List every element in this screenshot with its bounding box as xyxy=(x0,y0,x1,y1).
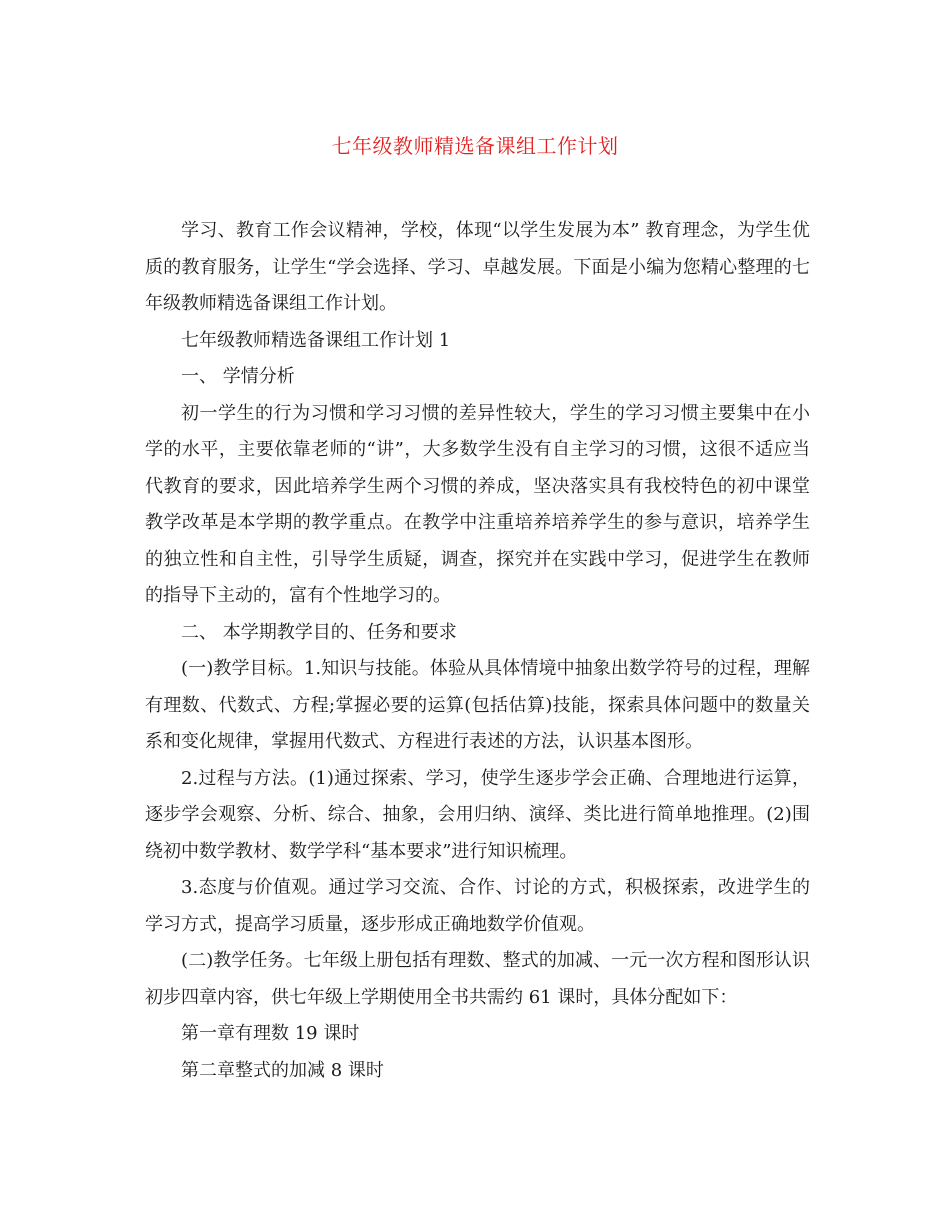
chapter-2-line: 第二章整式的加减 8 课时 xyxy=(181,1059,384,1081)
document-title: 七年级教师精选备课组工作计划 xyxy=(331,134,619,158)
plan-heading: 七年级教师精选备课组工作计划 1 xyxy=(181,329,451,351)
attitude-values-paragraph: 3.态度与价值观。通过学习交流、合作、讨论的方式，积极探索，改进学生的学习方式，提高学习质量，逐步形成正确地数学价值观。 xyxy=(145,877,810,935)
teaching-tasks-paragraph: (二)教学任务。七年级上册包括有理数、整式的加减、一元一次方程和图形认识初步四章内容，供七年级上学期使用全书共需约 61 课时，具体分配如下： xyxy=(145,950,810,1008)
student-analysis-paragraph: 初一学生的行为习惯和学习习惯的差异性较大，学生的学习习惯主要集中在小学的水平，主要依靠老师的“讲”，大多数学生没有自主学习的习惯，这很不适应当代教育的要求，因此培养学生两个习惯的养成，坚决落实具有我校特色的初中课堂教学改革是本学期的教学重点。在教学中注重培养培养学生的参与意识，培养学生的独立性和自主性，引导学生质疑，调查，探究并在实践中学习，促进学生在教师的指导下主动的，富有个性地学习的。 xyxy=(145,402,810,606)
section-heading-2: 二、 本学期教学目的、任务和要求 xyxy=(181,621,457,643)
section-heading-1: 一、 学情分析 xyxy=(181,366,295,387)
process-methods-paragraph: 2.过程与方法。(1)通过探索、学习，使学生逐步学会正确、合理地进行运算，逐步学会观察、分析、综合、抽象，会用归纳、演绎、类比进行简单地推理。(2)围绕初中数学教材、数学学科“基本要求”进行知识梳理。 xyxy=(145,767,810,862)
teaching-goals-paragraph: (一)教学目标。1.知识与技能。体验从具体情境中抽象出数学符号的过程，理解有理数、代数式、方程;掌握必要的运算(包括估算)技能，探索具体问题中的数量关系和变化规律，掌握用代数式、方程进行表述的方法，认识基本图形。 xyxy=(145,658,810,752)
chapter-1-line: 第一章有理数 19 课时 xyxy=(181,1023,360,1044)
document-body xyxy=(145,213,810,1089)
intro-paragraph: 学习、教育工作会议精神，学校，体现“以学生发展为本” 教育理念，为学生优质的教育服务，让学生“学会选择、学习、卓越发展。下面是小编为您精心整理的七年级教师精选备课组工作计划。 xyxy=(145,220,810,314)
